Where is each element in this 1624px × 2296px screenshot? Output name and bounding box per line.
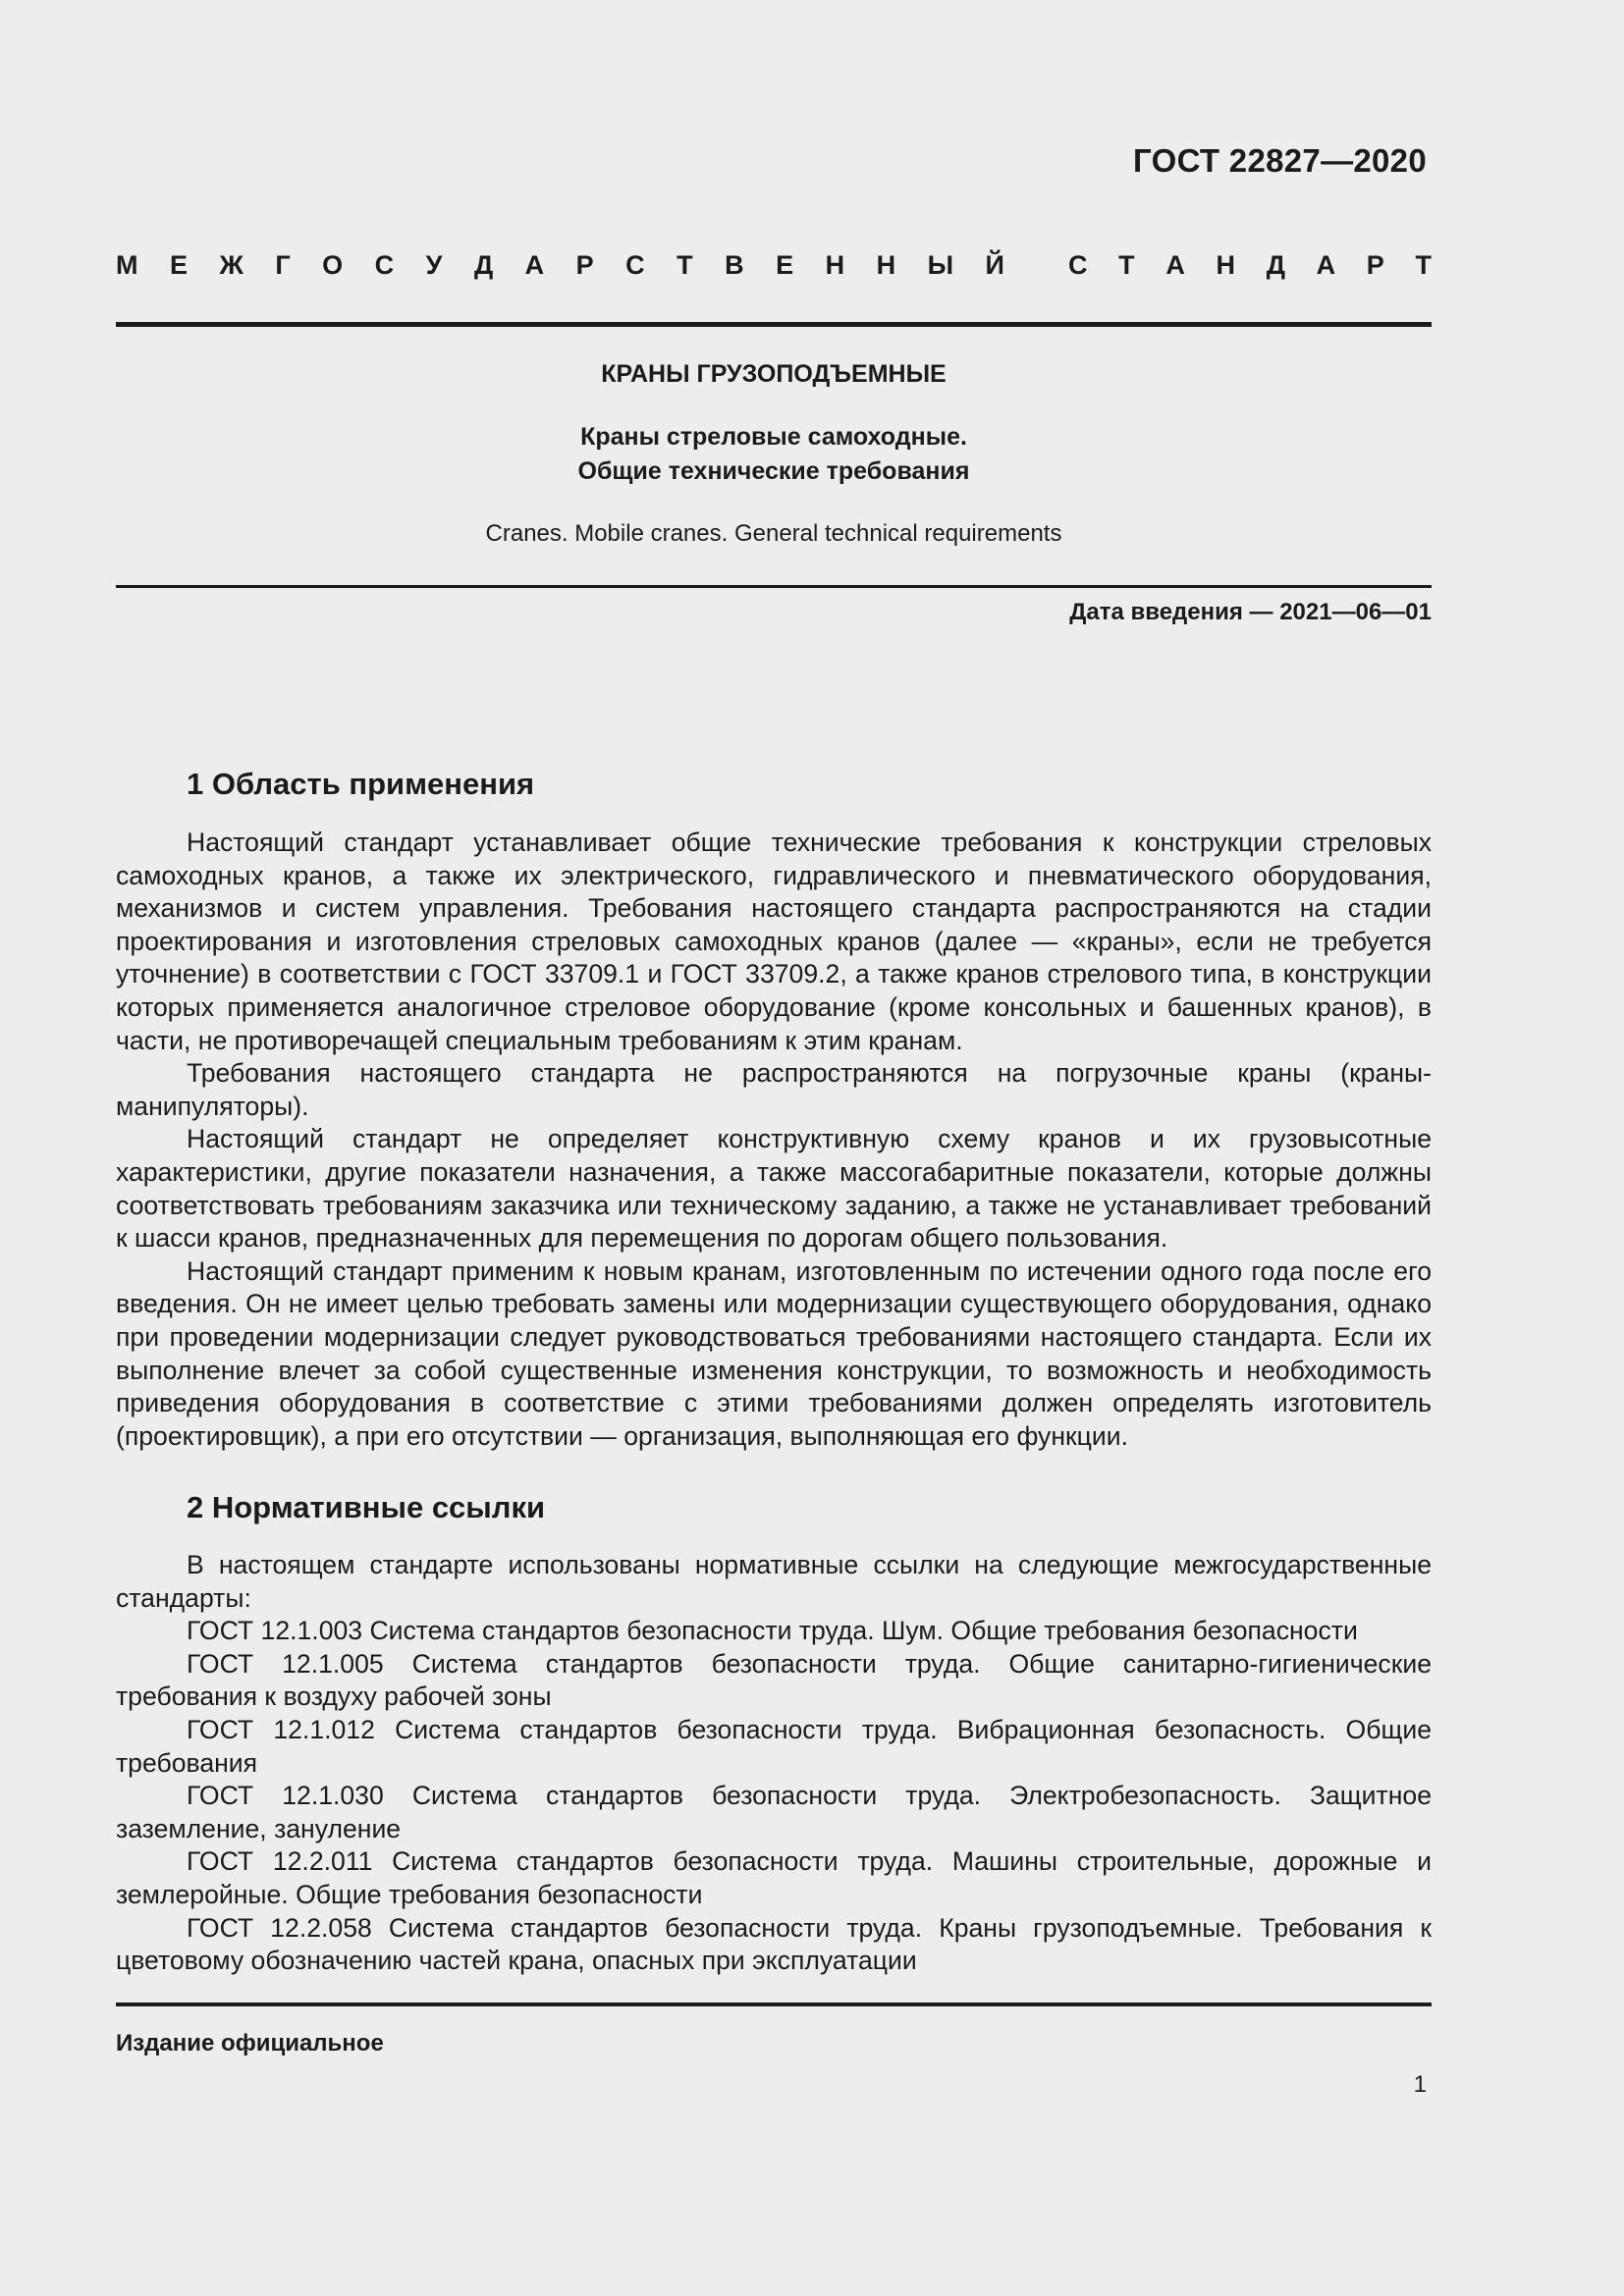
- section-2-paragraph-intro: В настоящем стандарте использованы нормативные ссылки на следующие межгосударственные стандарты:: [116, 1550, 1432, 1613]
- section-1-paragraph-2: Требования настоящего стандарта не распространяются на погрузочные краны (краны-манипуляторы).: [116, 1058, 1432, 1121]
- reference-gost-12-1-003: ГОСТ 12.1.003 Система стандартов безопасности труда. Шум. Общие требования безопасности: [187, 1616, 1358, 1646]
- section-1-paragraph-3: Настоящий стандарт не определяет конструктивную схему кранов и их грузовысотные характеристики, другие показатели назначения, а также массогабаритные показатели, которые должны соответствовать требованиям заказчика или техническому заданию, а также не устанавливает требований к шасси кранов, предназначенных для перемещения по дорогам общего пользования.: [116, 1124, 1432, 1254]
- reference-gost-12-1-030: ГОСТ 12.1.030 Система стандартов безопасности труда. Электробезопасность. Защитное заземление, зануление: [116, 1781, 1432, 1843]
- section-1-paragraph-4: Настоящий стандарт применим к новым кранам, изготовленным по истечении одного года после его введения. Он не имеет целью требовать замены или модернизации существующего оборудования, однако при проведении модернизации следует руководствоваться требованиями настоящего стандарта. Если их выполнение влечет за собой существенные изменения конструкции, то возможность и необходимость приведения оборудования в соответствие с этими требованиями должен определять изготовитель (проектировщик), а при его отсутствии — организация, выполняющая его функции.: [116, 1255, 1432, 1451]
- heading-letter: Р: [575, 250, 594, 280]
- heading-letter: Е: [169, 250, 188, 280]
- heading-letter: М: [116, 250, 138, 280]
- heading-letter: Г: [275, 250, 291, 280]
- heading-letter: Д: [1266, 250, 1285, 280]
- english-title: Cranes. Mobile cranes. General technical requirements: [485, 520, 1062, 547]
- heading-letter: С: [374, 250, 395, 280]
- heading-letter: А: [1316, 250, 1336, 280]
- introduction-date: Дата введения — 2021—06—01: [1069, 599, 1432, 625]
- heading-letter: Н: [1216, 250, 1236, 280]
- subtitle-line-1: Краны стреловые самоходные.: [580, 423, 967, 451]
- standard-type-heading: [116, 248, 1432, 282]
- heading-letter: Н: [825, 250, 845, 280]
- heading-letter: Ж: [219, 250, 244, 280]
- heading-letter: О: [322, 250, 344, 280]
- standard-type-word-2: [1068, 248, 1432, 282]
- heading-letter: А: [1165, 250, 1185, 280]
- document-number: ГОСТ 22827—2020: [1133, 142, 1427, 179]
- reference-gost-12-2-058: ГОСТ 12.2.058 Система стандартов безопасности труда. Краны грузоподъемные. Требования к цветовому обозначению частей крана, опасных при эксплуатации: [116, 1912, 1432, 1976]
- top-thick-divider: [116, 322, 1432, 327]
- subtitle-block: [116, 420, 1432, 489]
- footer-divider: [116, 2002, 1432, 2006]
- section-1-body: [116, 827, 1432, 1453]
- heading-letter: Н: [876, 250, 896, 280]
- heading-letter: Д: [473, 250, 494, 280]
- heading-letter: Т: [1118, 250, 1135, 280]
- section-2-body: [116, 1549, 1432, 1978]
- heading-letter: Ы: [927, 250, 954, 280]
- standard-type-word-1: [116, 248, 1004, 282]
- heading-letter: У: [425, 250, 443, 280]
- subtitle-line-2: Общие технические требования: [577, 457, 970, 485]
- section-1-paragraph-1: Настоящий стандарт устанавливает общие технические требования к конструкции стреловых самоходных кранов, а также их электрического, гидравлического и пневматического оборудования, механизмов и систем управления. Требования настоящего стандарта распространяются на стадии проектирования и изготовления стреловых самоходных кранов (далее — «краны», если не требуется уточнение) в соответствии с ГОСТ 33709.1 и ГОСТ 33709.2, а также кранов стрелового типа, в конструкции которых применяется аналогичное стреловое оборудование (кроме консольных и башенных кранов), в части, не противоречащей специальным требованиям к этим кранам.: [116, 828, 1432, 1055]
- official-edition-mark: Издание официальное: [116, 2030, 384, 2056]
- heading-letter: Й: [985, 250, 1004, 280]
- title-divider: [116, 585, 1432, 588]
- heading-letter: С: [1068, 250, 1088, 280]
- reference-gost-12-2-011: ГОСТ 12.2.011 Система стандартов безопасности труда. Машины строительные, дорожные и землеройные. Общие требования безопасности: [116, 1846, 1432, 1909]
- main-title: КРАНЫ ГРУЗОПОДЪЕМНЫЕ: [601, 360, 947, 388]
- heading-letter: А: [524, 250, 545, 280]
- section-1-title: 1 Область применения: [187, 767, 535, 801]
- section-2-title: 2 Нормативные ссылки: [187, 1490, 546, 1524]
- heading-letter: Т: [677, 250, 693, 280]
- heading-letter: Т: [1415, 250, 1432, 280]
- page-number: 1: [1413, 2071, 1427, 2098]
- heading-letter: Е: [776, 250, 794, 280]
- heading-letter: С: [625, 250, 645, 280]
- reference-gost-12-1-012: ГОСТ 12.1.012 Система стандартов безопасности труда. Вибрационная безопасность. Общие требования: [116, 1714, 1432, 1778]
- reference-gost-12-1-005: ГОСТ 12.1.005 Система стандартов безопасности труда. Общие санитарно-гигиенические требования к воздуху рабочей зоны: [116, 1648, 1432, 1712]
- heading-letter: В: [725, 250, 744, 280]
- heading-letter: Р: [1366, 250, 1384, 280]
